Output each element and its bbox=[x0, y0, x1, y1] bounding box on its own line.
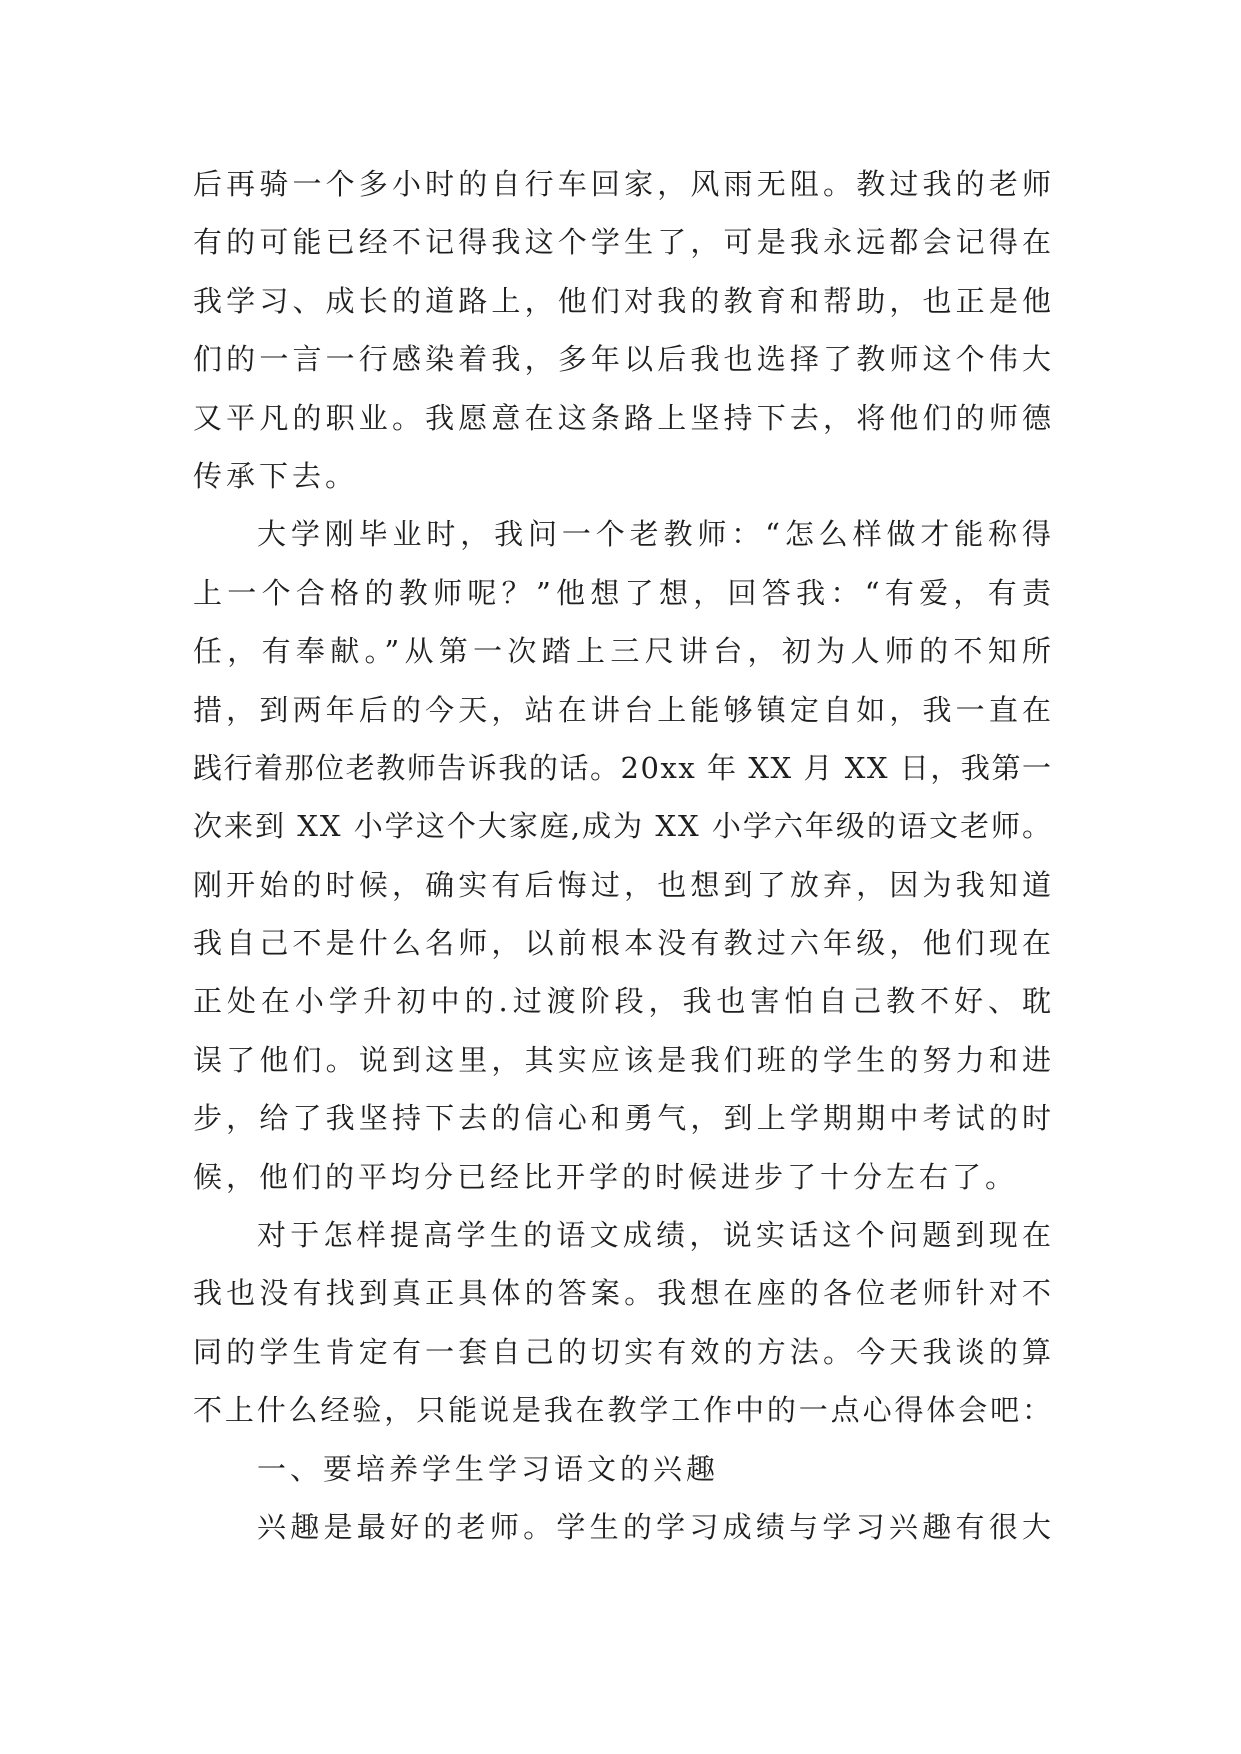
text-line bbox=[193, 330, 1056, 388]
text-line bbox=[193, 1206, 1056, 1264]
text-line bbox=[193, 1381, 1054, 1439]
text-line bbox=[193, 1264, 1056, 1322]
text-line-content: 次来到 XX 小学这个大家庭,成为 XX 小学六年级的语文老师。 bbox=[193, 809, 1053, 844]
text-line-content: 上一个合格的教师呢？”他想了想，回答我：“有爱，有责 bbox=[193, 575, 1057, 610]
text-line-content: 对于怎样提高学生的语文成绩，说实话这个问题到现在 bbox=[257, 1218, 1056, 1253]
text-line-content: 们的一言一行感染着我，多年以后我也选择了教师这个伟大 bbox=[193, 342, 1056, 377]
text-line-content: 我学习、成长的道路上，他们对我的教育和帮助，也正是他 bbox=[193, 283, 1056, 318]
text-line bbox=[193, 272, 1056, 330]
text-line bbox=[193, 797, 1051, 855]
paragraph bbox=[193, 155, 1056, 505]
text-line-content: 我也没有找到真正具体的答案。我想在座的各位老师针对不 bbox=[193, 1276, 1056, 1311]
text-line-content: 大学刚毕业时，我问一个老教师：“怎么样做才能称得 bbox=[257, 517, 1056, 552]
text-line-content: 同的学生肯定有一套自己的切实有效的方法。今天我谈的算 bbox=[193, 1334, 1056, 1369]
text-line bbox=[193, 564, 1057, 622]
text-line bbox=[193, 447, 1051, 505]
text-line-content: 误了他们。说到这里，其实应该是我们班的学生的努力和进 bbox=[193, 1042, 1056, 1077]
text-line bbox=[193, 1031, 1056, 1089]
text-line bbox=[193, 155, 1056, 213]
text-line-content: 正处在小学升初中的.过渡阶段，我也害怕自己教不好、耽 bbox=[193, 984, 1056, 1019]
text-line-content: 又平凡的职业。我愿意在这条路上坚持下去，将他们的师德 bbox=[193, 400, 1056, 435]
text-line bbox=[193, 213, 1056, 271]
text-line-content: 传承下去。 bbox=[193, 458, 359, 493]
paragraph bbox=[193, 1206, 1056, 1440]
text-line-content: 不上什么经验，只能说是我在教学工作中的一点心得体会吧： bbox=[193, 1393, 1054, 1428]
text-line bbox=[193, 1148, 1051, 1206]
text-line-content: 步，给了我坚持下去的信心和勇气，到上学期期中考试的时 bbox=[193, 1101, 1056, 1136]
text-line-content: 兴趣是最好的老师。学生的学习成绩与学习兴趣有很大 bbox=[257, 1509, 1056, 1544]
text-line bbox=[193, 972, 1056, 1030]
text-line bbox=[193, 1498, 1056, 1556]
text-line-content: 有的可能已经不记得我这个学生了，可是我永远都会记得在 bbox=[193, 225, 1056, 260]
text-line-content: 我自己不是什么名师，以前根本没有教过六年级，他们现在 bbox=[193, 926, 1056, 961]
paragraph bbox=[193, 505, 1057, 1206]
text-line-content: 后再骑一个多小时的自行车回家，风雨无阻。教过我的老师 bbox=[193, 167, 1056, 201]
document-body bbox=[193, 155, 1057, 1556]
text-line bbox=[193, 914, 1056, 972]
text-line bbox=[193, 856, 1056, 914]
text-line bbox=[193, 739, 1051, 797]
text-line-content: 一、要培养学生学习语文的兴趣 bbox=[257, 1451, 720, 1486]
text-line-content: 刚开始的时候，确实有后悔过，也想到了放弃，因为我知道 bbox=[193, 867, 1056, 902]
text-line-content: 候，他们的平均分已经比开学的时候进步了十分左右了。 bbox=[193, 1159, 1019, 1194]
paragraph bbox=[193, 1498, 1056, 1556]
text-line bbox=[193, 1323, 1056, 1381]
text-line bbox=[193, 1089, 1056, 1147]
text-line bbox=[193, 681, 1056, 739]
text-line bbox=[193, 389, 1056, 447]
text-line-content: 任，有奉献。”从第一次踏上三尺讲台，初为人师的不知所 bbox=[193, 634, 1057, 669]
text-line bbox=[193, 1440, 1051, 1498]
text-line bbox=[193, 622, 1057, 680]
text-line-content: 措，到两年后的今天，站在讲台上能够镇定自如，我一直在 bbox=[193, 692, 1056, 727]
section-heading bbox=[193, 1440, 1051, 1498]
text-line-content: 践行着那位老教师告诉我的话。20xx 年 XX 月 XX 日，我第一 bbox=[193, 750, 1053, 785]
text-line bbox=[193, 505, 1056, 563]
